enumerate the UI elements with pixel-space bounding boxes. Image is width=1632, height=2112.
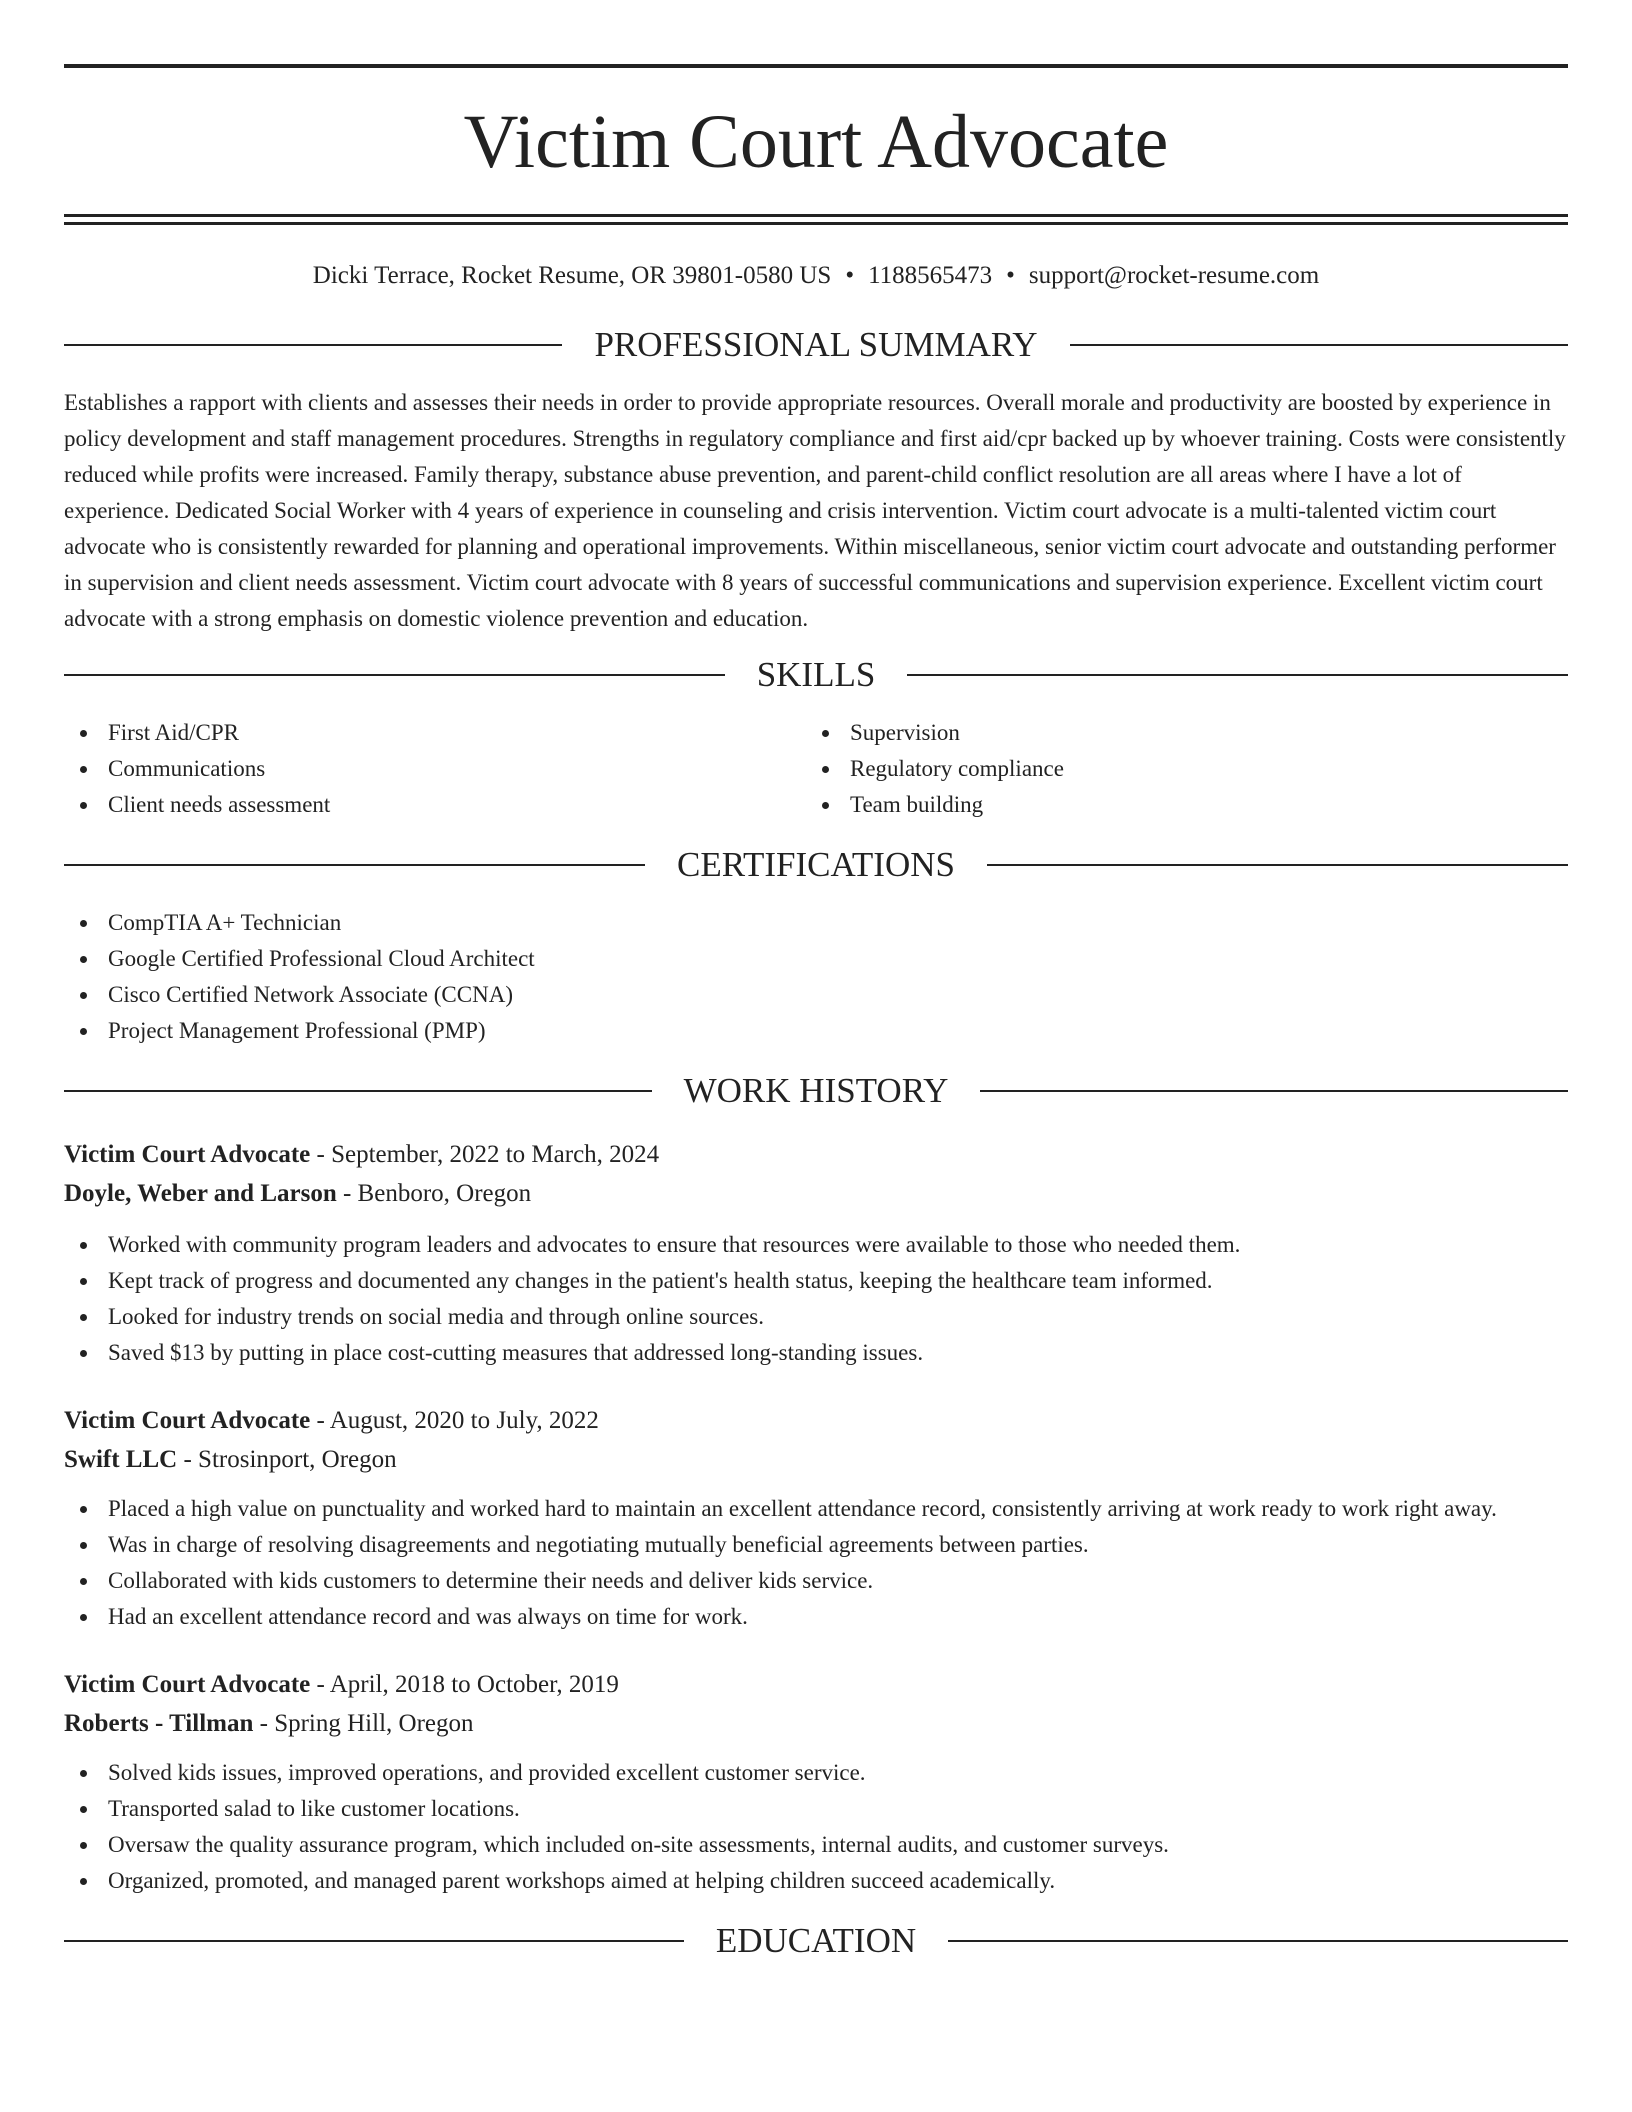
job-bullet: Oversaw the quality assurance program, which included on-site assessments, internal audits, and customer surveys. xyxy=(64,1827,1568,1863)
job-bullets xyxy=(64,1227,1568,1371)
job-bullet: Transported salad to like customer locations. xyxy=(64,1791,1568,1827)
contact-separator: • xyxy=(1006,262,1015,289)
job-title: Victim Court Advocate xyxy=(64,1141,311,1168)
skills-list-left xyxy=(64,715,806,823)
skill-item: Client needs assessment xyxy=(64,787,806,823)
heading-rule-right xyxy=(907,674,1568,676)
skill-item: Communications xyxy=(64,751,806,787)
education-heading-label: EDUCATION xyxy=(715,1921,917,1960)
certifications-heading xyxy=(64,845,1568,885)
resume-page xyxy=(64,64,1568,1961)
job-location: - Benboro, Oregon xyxy=(336,1180,532,1207)
heading-rule-right xyxy=(980,1090,1568,1092)
certification-item: Google Certified Professional Cloud Architect xyxy=(64,941,1568,977)
skill-item: Regulatory compliance xyxy=(806,751,1548,787)
certification-item: Cisco Certified Network Associate (CCNA) xyxy=(64,977,1568,1013)
heading-rule-left xyxy=(64,1090,652,1092)
top-rule xyxy=(64,64,1568,68)
skill-item: First Aid/CPR xyxy=(64,715,806,751)
job-company: Roberts - Tillman xyxy=(64,1710,254,1737)
job-title: Victim Court Advocate xyxy=(64,1407,311,1434)
job-title: Victim Court Advocate xyxy=(64,1671,311,1698)
heading-rule-left xyxy=(64,864,645,866)
job-company-line xyxy=(64,1704,1568,1743)
job-company: Swift LLC xyxy=(64,1446,178,1473)
skill-item: Team building xyxy=(806,787,1548,823)
job-company: Doyle, Weber and Larson xyxy=(64,1180,337,1207)
job-dates: - August, 2020 to July, 2022 xyxy=(310,1407,599,1434)
job-bullet: Looked for industry trends on social media and through online sources. xyxy=(64,1299,1568,1335)
summary-heading xyxy=(64,325,1568,365)
certification-item: Project Management Professional (PMP) xyxy=(64,1013,1568,1049)
job-bullet: Kept track of progress and documented any changes in the patient's health status, keeping the healthcare team informed. xyxy=(64,1263,1568,1299)
heading-rule-right xyxy=(987,864,1568,866)
contact-line xyxy=(64,261,1568,291)
work-history-heading xyxy=(64,1071,1568,1111)
page-title: Victim Court Advocate xyxy=(463,100,1169,184)
skills-list-right xyxy=(806,715,1548,823)
skills-grid xyxy=(64,715,1568,823)
summary-heading-label: PROFESSIONAL SUMMARY xyxy=(594,325,1038,364)
education-heading xyxy=(64,1921,1568,1961)
title-double-rule xyxy=(64,214,1568,225)
job-bullet: Saved $13 by putting in place cost-cutting measures that addressed long-standing issues. xyxy=(64,1335,1568,1371)
job-company-line xyxy=(64,1174,1568,1213)
skills-heading xyxy=(64,655,1568,695)
job-bullet: Solved kids issues, improved operations, and provided excellent customer service. xyxy=(64,1755,1568,1791)
job-title-line xyxy=(64,1665,1568,1704)
certifications-list xyxy=(64,905,1568,1049)
certifications-heading-label: CERTIFICATIONS xyxy=(677,845,955,884)
job-bullet: Collaborated with kids customers to determine their needs and deliver kids service. xyxy=(64,1563,1568,1599)
skills-heading-label: SKILLS xyxy=(756,655,876,694)
summary-text: Establishes a rapport with clients and assesses their needs in order to provide appropriate resources. Overall morale and productivity are boosted by experience in policy development and staff management procedures. Strengths in regulatory compliance and first aid/cpr backed up by whoever training. Costs were consistently reduced while profits were increased. Family therapy, substance abuse prevention, and parent-child conflict resolution are all areas where I have a lot of experience. Dedicated Social Worker with 4 years of experience in counseling and crisis intervention. Victim court advocate is a multi-talented victim court advocate who is consistently rewarded for planning and operational improvements. Within miscellaneous, senior victim court advocate and outstanding performer in supervision and client needs assessment. Victim court advocate with 8 years of successful communications and supervision experience. Excellent victim court advocate with a strong emphasis on domestic violence prevention and education. xyxy=(64,390,1566,631)
job-bullets xyxy=(64,1755,1568,1899)
skill-item: Supervision xyxy=(806,715,1548,751)
job-bullets xyxy=(64,1491,1568,1635)
heading-rule-right xyxy=(948,1940,1568,1942)
work-history-heading-label: WORK HISTORY xyxy=(683,1071,949,1110)
job-dates: - April, 2018 to October, 2019 xyxy=(310,1671,619,1698)
contact-address: Dicki Terrace, Rocket Resume, OR 39801-0580 US xyxy=(312,262,832,289)
job-bullet: Organized, promoted, and managed parent workshops aimed at helping children succeed academically. xyxy=(64,1863,1568,1899)
contact-separator: • xyxy=(845,262,855,289)
job-location: - Spring Hill, Oregon xyxy=(253,1710,474,1737)
job-title-line xyxy=(64,1401,1568,1440)
job-bullet: Was in charge of resolving disagreements and negotiating mutually beneficial agreements between parties. xyxy=(64,1527,1568,1563)
job-bullet: Placed a high value on punctuality and worked hard to maintain an excellent attendance record, consistently arriving at work ready to work right away. xyxy=(64,1491,1568,1527)
heading-rule-left xyxy=(64,1940,684,1942)
job-title-line xyxy=(64,1135,1568,1174)
job-bullet: Worked with community program leaders and advocates to ensure that resources were available to those who needed them. xyxy=(64,1227,1568,1263)
heading-rule-left xyxy=(64,344,562,346)
certification-item: CompTIA A+ Technician xyxy=(64,905,1568,941)
job-bullet: Had an excellent attendance record and was always on time for work. xyxy=(64,1599,1568,1635)
job-company-line xyxy=(64,1440,1568,1479)
job-entry xyxy=(64,1401,1568,1635)
contact-phone: 1188565473 xyxy=(868,262,993,289)
job-entry xyxy=(64,1665,1568,1899)
job-dates: - September, 2022 to March, 2024 xyxy=(310,1141,660,1168)
heading-rule-right xyxy=(1070,344,1568,346)
heading-rule-left xyxy=(64,674,725,676)
job-location: - Strosinport, Oregon xyxy=(177,1446,397,1473)
job-entry xyxy=(64,1135,1568,1371)
contact-email: support@rocket-resume.com xyxy=(1028,262,1320,289)
